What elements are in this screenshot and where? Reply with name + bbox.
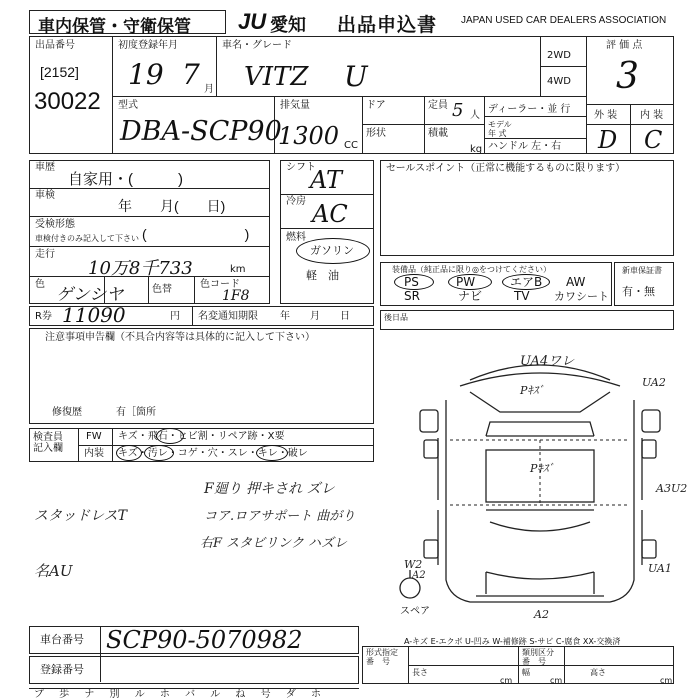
- inspector-interior-items: キズ・汚レ・コゲ・穴・スレ・キレ・破レ: [118, 448, 308, 459]
- mileage-label: 走行: [35, 249, 55, 260]
- drive-4wd: 4WD: [547, 76, 571, 87]
- equipment-label: 装備品（純正品に限り◎をつけてください）: [392, 265, 551, 274]
- equipment-airbag: エアB: [510, 275, 543, 289]
- load-label: 積載: [428, 128, 448, 139]
- deadline-value: 年 月 日: [280, 311, 350, 322]
- width-unit: cm: [550, 676, 563, 685]
- lot-number-label: 出品番号: [35, 40, 75, 51]
- capacity-unit: 人: [470, 110, 480, 121]
- shift-value: AT: [310, 166, 343, 194]
- type-designation-label: 形式指定 番 号: [366, 648, 398, 666]
- inspection-form-note: 車検付きのみ記入して下さい: [35, 234, 139, 243]
- shift-label: シフト: [286, 162, 316, 173]
- lot-sub-number: [2152]: [40, 64, 79, 80]
- mileage-unit: km: [230, 264, 246, 275]
- damage-p-scratch-2: Pｷｽﾞ: [530, 462, 554, 475]
- color-code-value: 1F8: [222, 288, 250, 304]
- mileage-value: 10万8千733: [88, 258, 193, 279]
- length-label: 長さ: [412, 668, 428, 677]
- color-code-label: 色コード: [200, 279, 240, 290]
- displacement-value: 1300: [278, 122, 340, 150]
- damage-w2: W2: [404, 558, 423, 571]
- capacity-label: 定員: [428, 100, 448, 111]
- category-label: 類別区分 番 号: [522, 648, 554, 666]
- load-unit: kg: [470, 144, 483, 155]
- sales-points-label: セールスポイント（正常に機能するものに限ります）: [386, 163, 626, 174]
- remark-line-1: F廻り 押キされ ズレ: [204, 481, 335, 497]
- color-value: ゲンシヤ: [56, 285, 124, 305]
- spare-label: スペア: [400, 606, 430, 617]
- airbag-circle: [502, 274, 550, 290]
- inspector-fw-items: キズ・飛石・ヒビ割・リペア跡・X要: [118, 431, 285, 442]
- warranty-value: 有・無: [622, 285, 655, 298]
- equipment-ps: PS: [404, 275, 419, 289]
- rating-score: 3: [616, 56, 639, 97]
- height-label: 高さ: [590, 668, 606, 677]
- shape-label: 形状: [366, 128, 386, 139]
- width-label: 幅: [522, 668, 530, 677]
- caution-label: 注意事項申告欄（不具合内容等は具体的に記入して下さい）: [45, 332, 315, 343]
- chassis-number: SCP90-5070982: [106, 626, 303, 654]
- r-label: R券: [35, 311, 52, 322]
- repair-label: 修復歴: [52, 407, 82, 418]
- inspection-form-label: 受検形態: [35, 219, 75, 230]
- inspector-label: 検査員 記入欄: [33, 432, 63, 454]
- door-label: ドア: [366, 100, 386, 111]
- rating-exterior-label: 外 装: [594, 110, 618, 121]
- damage-ua4-crack: UA4ワレ: [520, 354, 575, 369]
- remark-line-2: スタッドレスT: [34, 508, 127, 524]
- displacement-label: 排気量: [280, 100, 310, 111]
- storage-label: 車内保管・守衛保管: [38, 17, 191, 36]
- equipment-navi: ナビ: [458, 289, 483, 303]
- rating-exterior: D: [598, 126, 618, 154]
- length-unit: cm: [500, 676, 513, 685]
- remark-line-3: コア.ロアサポート 曲がり: [204, 509, 356, 524]
- chip-circle: [156, 428, 184, 444]
- pw-circle: [448, 274, 492, 290]
- equipment-sr: SR: [404, 289, 420, 303]
- registration-label: 初度登録年月: [118, 40, 178, 51]
- ps-circle: [394, 274, 434, 290]
- fuel-gasoline: ガソリン: [310, 244, 354, 257]
- damage-p-scratch-1: Pｷｽﾞ: [520, 384, 544, 397]
- warranty-label: 新車保証書: [622, 266, 662, 275]
- rating-label: 評 価 点: [606, 40, 643, 51]
- damage-legend: A-キズ E-エクボ U-凹み W-補修跡 S-サビ C-腐食 XX-交換済: [404, 637, 621, 646]
- drive-2wd: 2WD: [547, 50, 571, 61]
- registration-year: 19: [128, 58, 164, 91]
- steering-label: ハンドル 左・右: [488, 141, 562, 152]
- deadline-label: 名変通知期限: [198, 311, 258, 322]
- scratch-circle: [116, 445, 142, 461]
- fuel-diesel: 軽 油: [306, 269, 339, 282]
- rear-item-box: [380, 310, 674, 330]
- bottom-strip: プ 歩 ナ 別 ル ホ バ ル ね 号 ダ ホ: [34, 689, 327, 700]
- damage-ua1: UA1: [648, 562, 672, 575]
- equipment-pw: PW: [456, 275, 476, 289]
- damage-a2-rear: A2: [534, 608, 549, 621]
- damage-a2-left: A2: [412, 570, 426, 581]
- repair-value: 有［箇所: [116, 407, 156, 418]
- inspector-interior-label: 内装: [84, 448, 104, 459]
- history-value: 自家用・( ): [68, 171, 183, 188]
- model-label: 型式: [118, 100, 138, 111]
- rating-interior-label: 内 装: [640, 110, 664, 121]
- wear-circle: [256, 445, 288, 461]
- damage-a3u2: A3U2: [656, 482, 688, 495]
- ac-value: AC: [312, 200, 348, 228]
- ac-label: 冷房: [286, 196, 306, 207]
- association-jp: 愛知: [270, 15, 306, 35]
- dirt-circle: [144, 445, 174, 461]
- fuel-label: 燃料: [286, 232, 306, 243]
- color-label: 色: [35, 279, 45, 290]
- inspector-fw-label: FW: [86, 431, 102, 442]
- lot-number: 30022: [34, 88, 101, 115]
- inspection-form-value: ( ): [142, 226, 250, 242]
- r-unit: 円: [170, 311, 180, 322]
- height-unit: cm: [660, 676, 673, 685]
- registration-month: 7: [182, 58, 200, 91]
- form-title: 出品申込書: [337, 15, 438, 36]
- inspection-value: 年 月( 日): [118, 198, 226, 214]
- ju-logo: JU: [238, 9, 267, 34]
- association-en: JAPAN USED CAR DEALERS ASSOCIATION: [461, 15, 667, 26]
- rating-interior: C: [644, 126, 663, 154]
- equipment-leather-seat: カワシート: [554, 290, 609, 303]
- dealer-label: ディーラー・並 行: [488, 104, 571, 115]
- inspection-label: 車検: [35, 190, 55, 201]
- registration-month-unit: 月: [204, 84, 214, 95]
- r-value: 11090: [62, 303, 126, 327]
- history-label: 車歴: [35, 162, 55, 173]
- repaint-label: 色替: [152, 284, 172, 295]
- vehicle-grade: U: [344, 60, 368, 93]
- equipment-aw: AW: [566, 275, 586, 289]
- registration-number-label: 登録番号: [40, 663, 84, 676]
- remark-line-4: 右F スタビリンク ハズレ: [200, 536, 348, 551]
- vehicle-name-label: 車名・グレード: [222, 40, 292, 51]
- model-value: DBA-SCP90: [120, 116, 282, 147]
- remark-line-5: 名AU: [34, 562, 73, 580]
- chassis-label: 車台番号: [40, 633, 84, 646]
- capacity-value: 5: [452, 100, 464, 121]
- sales-points-box: [380, 160, 674, 256]
- vehicle-name: VITZ: [244, 62, 309, 92]
- damage-ua2: UA2: [642, 376, 666, 389]
- displacement-unit: CC: [344, 140, 358, 151]
- storage-label-box: [29, 10, 226, 34]
- rear-item-label: 後日品: [384, 313, 408, 322]
- equipment-tv: TV: [514, 289, 530, 303]
- model-year-label: モデル 年 式: [488, 120, 512, 138]
